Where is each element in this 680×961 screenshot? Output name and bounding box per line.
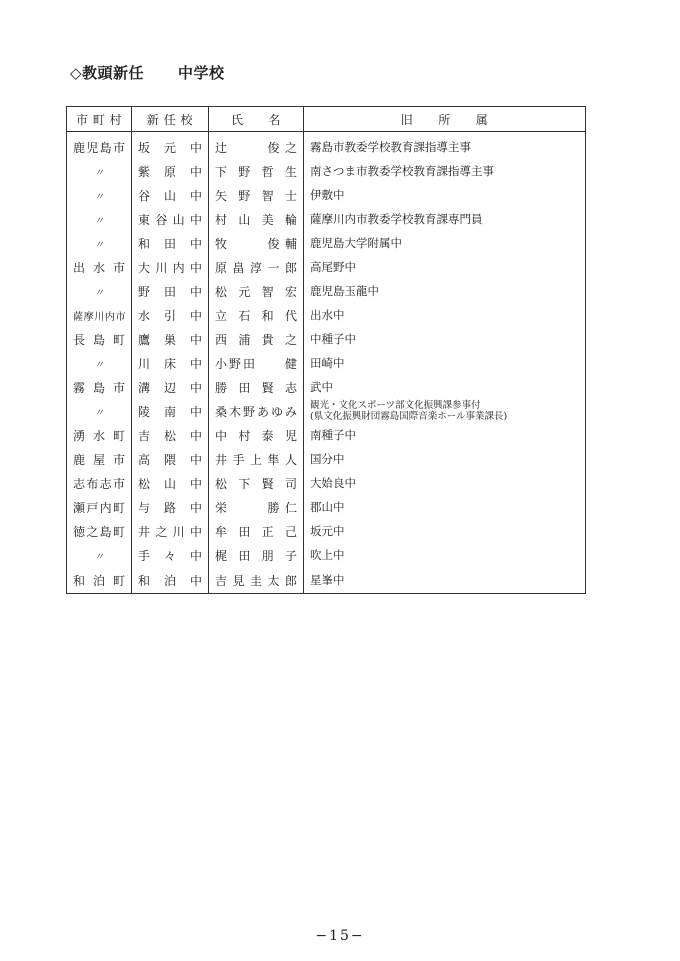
table-row [67, 423, 586, 447]
cell-name: 西浦貴之 [209, 327, 304, 351]
cell-name: 辻 俊之 [209, 132, 304, 160]
cell-name: 牟田正己 [209, 519, 304, 543]
cell-name: 松下賢司 [209, 471, 304, 495]
cell-previous-post: 伊敷中 [304, 183, 586, 207]
cell-previous-post: 中種子中 [304, 327, 586, 351]
cell-school: 大川内中 [132, 255, 209, 279]
table-row [67, 447, 586, 471]
cell-previous-post: 出水中 [304, 303, 586, 327]
cell-school: 与路中 [132, 495, 209, 519]
column-header-school: 新 任 校 [132, 107, 209, 132]
cell-school: 坂元中 [132, 132, 209, 160]
cell-city: 鹿児島市 [67, 132, 132, 160]
table-row [67, 399, 586, 423]
cell-previous-post: 霧島市教委学校教育課指導主事 [304, 132, 586, 160]
table-row [67, 567, 586, 594]
cell-city: 霧島市 [67, 375, 132, 399]
table-row [67, 207, 586, 231]
cell-city: 〃 [67, 351, 132, 375]
cell-previous-post: 郡山中 [304, 495, 586, 519]
cell-previous-post: 薩摩川内市教委学校教育課専門員 [304, 207, 586, 231]
cell-previous-post: 坂元中 [304, 519, 586, 543]
cell-school: 手々中 [132, 543, 209, 567]
table-header-row [67, 107, 586, 132]
appointment-table [66, 106, 586, 594]
cell-school: 井之川中 [132, 519, 209, 543]
cell-city: 徳之島町 [67, 519, 132, 543]
cell-city: 〃 [67, 231, 132, 255]
cell-name: 吉見圭太郎 [209, 567, 304, 594]
cell-previous-post: 高尾野中 [304, 255, 586, 279]
table-row [67, 471, 586, 495]
previous-post-line: 観光・文化スポーツ部文化振興課参事付 [310, 400, 481, 411]
cell-school: 和泊中 [132, 567, 209, 594]
table-row [67, 495, 586, 519]
cell-school: 野田中 [132, 279, 209, 303]
cell-previous-post: 南種子中 [304, 423, 586, 447]
cell-city: 薩摩川内市 [67, 303, 132, 327]
previous-post-line: (県文化振興財団霧島国際音楽ホール事業課長) [310, 411, 508, 422]
cell-city: 出水市 [67, 255, 132, 279]
cell-name: 松元智宏 [209, 279, 304, 303]
cell-name: 小野田 健 [209, 351, 304, 375]
cell-city: 〃 [67, 183, 132, 207]
cell-name: 村山美輪 [209, 207, 304, 231]
table-row [67, 159, 586, 183]
table-row [67, 132, 586, 160]
page-heading [70, 62, 225, 83]
cell-name: 原畠淳一郎 [209, 255, 304, 279]
cell-school: 紫原中 [132, 159, 209, 183]
cell-city: 〃 [67, 159, 132, 183]
cell-school: 東谷山中 [132, 207, 209, 231]
table-row [67, 303, 586, 327]
table-row [67, 351, 586, 375]
column-header-city: 市 町 村 [67, 107, 132, 132]
heading-school-type: 中学校 [178, 64, 225, 82]
cell-name: 栄 勝仁 [209, 495, 304, 519]
cell-name: 立石和代 [209, 303, 304, 327]
page-number: −15− [315, 928, 365, 944]
table-row [67, 279, 586, 303]
cell-school: 溝辺中 [132, 375, 209, 399]
cell-school: 水引中 [132, 303, 209, 327]
cell-name: 勝田賢志 [209, 375, 304, 399]
cell-city: 和泊町 [67, 567, 132, 594]
table-row [67, 255, 586, 279]
cell-name: 矢野智士 [209, 183, 304, 207]
cell-previous-post: 南さつま市教委学校教育課指導主事 [304, 159, 586, 183]
cell-city: 長島町 [67, 327, 132, 351]
cell-name: 桑木野あゆみ [209, 399, 304, 423]
cell-previous-post: 吹上中 [304, 543, 586, 567]
cell-city: 志布志市 [67, 471, 132, 495]
cell-previous-post [304, 399, 586, 423]
table-row [67, 519, 586, 543]
table-row [67, 183, 586, 207]
cell-previous-post: 鹿児島玉龍中 [304, 279, 586, 303]
cell-school: 谷山中 [132, 183, 209, 207]
cell-previous-post: 田崎中 [304, 351, 586, 375]
table-row [67, 231, 586, 255]
cell-name: 梶田朋子 [209, 543, 304, 567]
cell-previous-post: 大姶良中 [304, 471, 586, 495]
cell-school: 高隈中 [132, 447, 209, 471]
cell-city: 〃 [67, 279, 132, 303]
cell-city: 瀬戸内町 [67, 495, 132, 519]
column-header-name: 氏 名 [209, 107, 304, 132]
cell-school: 松山中 [132, 471, 209, 495]
cell-school: 吉松中 [132, 423, 209, 447]
cell-name: 下野哲生 [209, 159, 304, 183]
cell-name: 中村泰児 [209, 423, 304, 447]
cell-city: 鹿屋市 [67, 447, 132, 471]
table-row [67, 543, 586, 567]
cell-school: 川床中 [132, 351, 209, 375]
cell-previous-post: 武中 [304, 375, 586, 399]
cell-school: 鷹巣中 [132, 327, 209, 351]
heading-title: ◇教頭新任 [70, 64, 145, 82]
cell-name: 井手上隼人 [209, 447, 304, 471]
cell-city: 〃 [67, 399, 132, 423]
cell-school: 陵南中 [132, 399, 209, 423]
cell-school: 和田中 [132, 231, 209, 255]
cell-city: 湧水町 [67, 423, 132, 447]
cell-previous-post: 国分中 [304, 447, 586, 471]
table-row [67, 375, 586, 399]
cell-city: 〃 [67, 543, 132, 567]
cell-city: 〃 [67, 207, 132, 231]
cell-previous-post: 星峯中 [304, 567, 586, 594]
table-row [67, 327, 586, 351]
cell-previous-post: 鹿児島大学附属中 [304, 231, 586, 255]
column-header-previous: 旧 所 属 [304, 107, 586, 132]
cell-name: 牧 俊輔 [209, 231, 304, 255]
